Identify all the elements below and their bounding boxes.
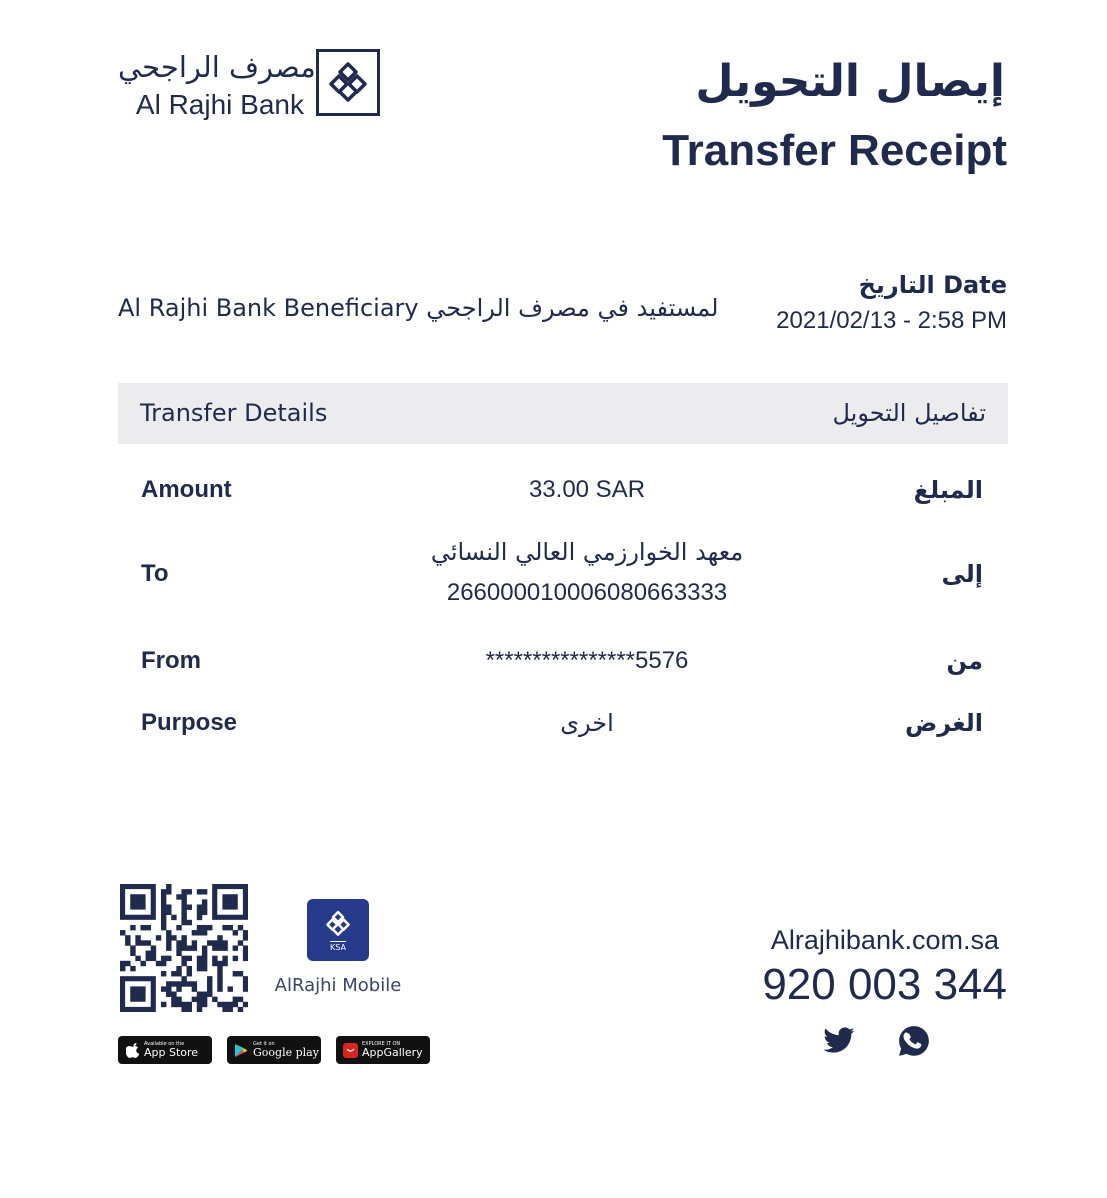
recipient-name: معهد الخوارزمي العالي النسائي: [430, 538, 744, 566]
app-store-small-text: Available on the: [144, 1041, 185, 1047]
huawei-icon: [342, 1042, 358, 1058]
app-gallery-badge[interactable]: [336, 1036, 430, 1064]
date-value: 2021/02/13 - 2:58 PM: [776, 307, 1007, 334]
twitter-icon[interactable]: [822, 1024, 856, 1058]
purpose-label-arabic: الغرض: [905, 709, 983, 737]
app-gallery-label: AppGallery: [362, 1046, 423, 1059]
transfer-details-header: [118, 383, 1008, 444]
app-region-badge: KSA: [330, 942, 346, 952]
from-label-arabic: من: [946, 647, 983, 675]
transfer-details-title-arabic: تفاصيل التحويل: [832, 399, 986, 427]
purpose-label: Purpose: [141, 709, 238, 736]
bank-phone-number[interactable]: 920 003 344: [762, 960, 1007, 1009]
amount-label-arabic: المبلغ: [913, 476, 983, 504]
play-icon: [233, 1042, 249, 1058]
app-name: AlRajhi Mobile: [274, 975, 402, 996]
logo-name-english: Al Rajhi Bank: [135, 89, 304, 120]
amount-value: 33.00 SAR: [528, 476, 646, 503]
bank-website[interactable]: Alrajhibank.com.sa: [770, 925, 999, 955]
page-title-arabic: إيصال التحويل: [695, 56, 1005, 107]
app-store-label: App Store: [144, 1046, 199, 1059]
apple-icon: [124, 1042, 140, 1058]
to-label-arabic: إلى: [941, 560, 983, 588]
to-label: To: [141, 560, 169, 587]
from-account: ****************5576: [485, 647, 689, 674]
google-play-small-text: Get it on: [253, 1041, 275, 1047]
recipient-account: 266000010006080663333: [446, 579, 728, 606]
qr-code[interactable]: [120, 884, 248, 1012]
purpose-value: اخرى: [560, 709, 614, 737]
google-play-badge[interactable]: [227, 1036, 321, 1064]
google-play-label: Google play: [253, 1046, 319, 1059]
whatsapp-icon[interactable]: [897, 1024, 931, 1058]
page-title: Transfer Receipt: [662, 126, 1007, 175]
logo-name-arabic: مصرف الراجحي: [118, 50, 316, 84]
bank-logo-icon: [316, 49, 380, 116]
app-store-badge[interactable]: [118, 1036, 212, 1064]
from-label: From: [141, 647, 201, 674]
app-gallery-small-text: EXPLORE IT ON: [362, 1041, 401, 1047]
beneficiary-type: Al Rajhi Bank Beneficiary لمستفيد في مصرف الراجحي: [118, 294, 719, 322]
transfer-details-title: Transfer Details: [140, 399, 328, 427]
date-label: التاريخ Date: [858, 271, 1007, 299]
alrajhi-mobile-app-icon[interactable]: [307, 899, 369, 961]
amount-label: Amount: [141, 476, 232, 503]
